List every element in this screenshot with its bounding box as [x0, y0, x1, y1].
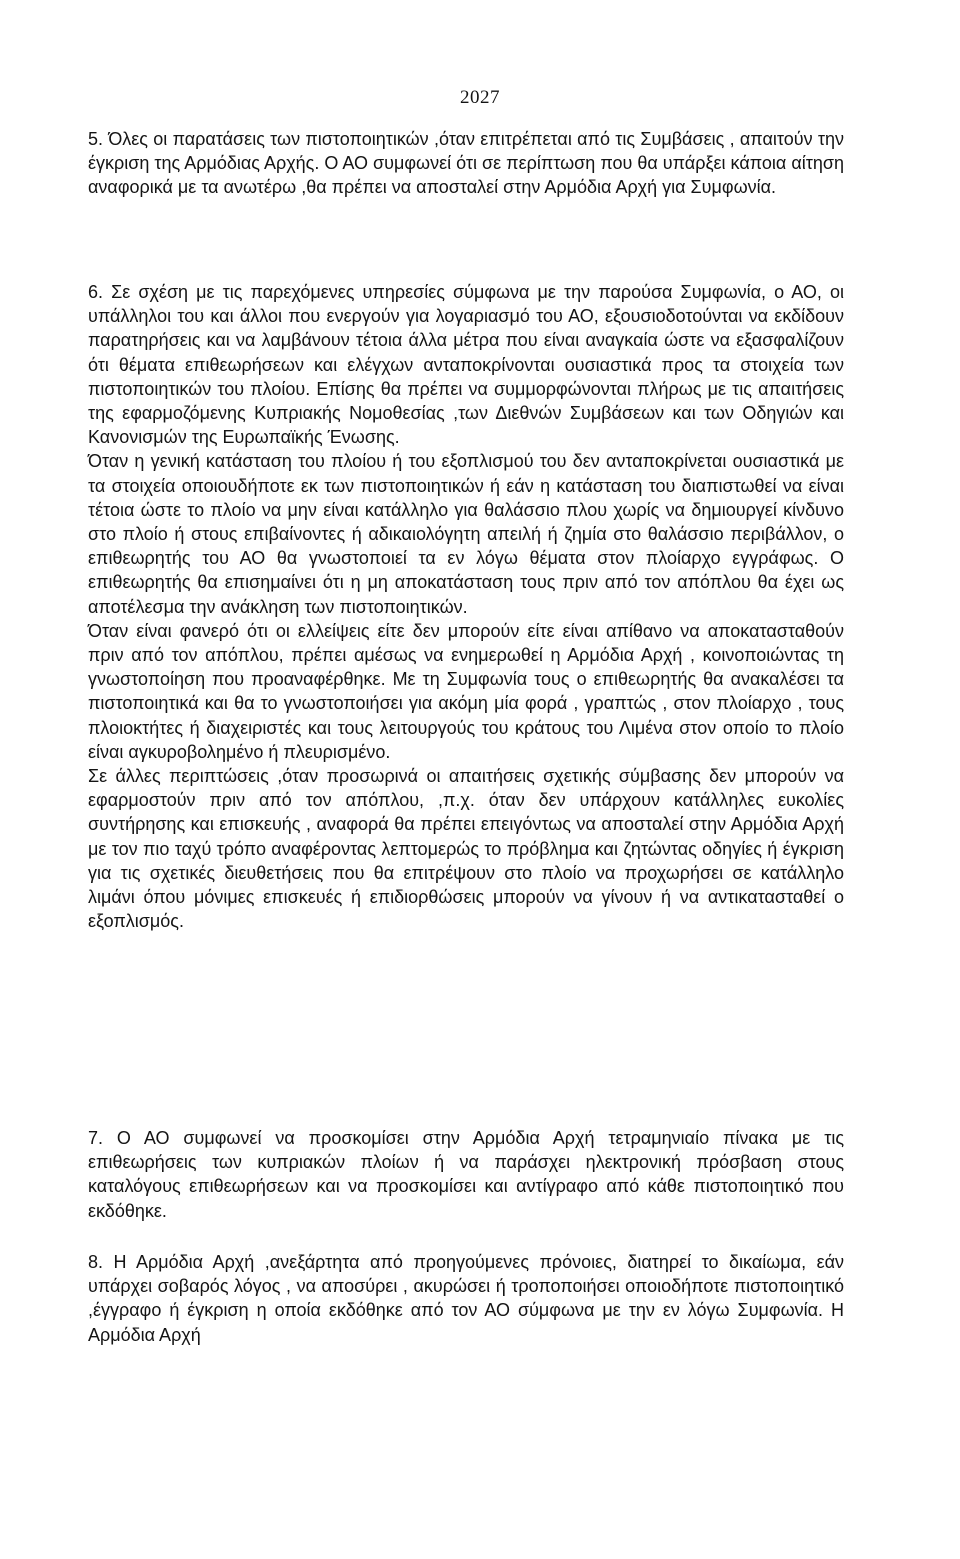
paragraph-6-main: 6. Σε σχέση με τις παρεχόμενες υπηρεσίες σύμφωνα με την παρούσα Συμφωνία, ο ΑΟ, οι υπάλληλοι του και άλλοι που ενεργούν για λογαριασμό του ΑΟ, εξουσιοδοτούνται να εκδίδουν παρατηρήσεις και να λαμβάνουν τέτοια άλλα μέτρα που είναι αναγκαία ώστε να εξασφαλίζουν ότι θέματα επιθεωρήσεων και ελέγχων ανταποκρίνονται ουσιαστικά προς τα στοιχεία των πιστοποιητικών του πλοίου. Επίσης θα πρέπει να συμμορφώνονται πλήρως με τις απαιτήσεις της εφαρμοζόμενης Κυπριακής Νομοθεσίας ,των Διεθνών Συμβάσεων και των Οδηγιών και Κανονισμών της Ευρωπαϊκής Ένωσης. — [88, 282, 844, 448]
paragraph-6-sub-3: Σε άλλες περιπτώσεις ,όταν προσωρινά οι απαιτήσεις σχετικής σύμβασης δεν μπορούν να εφαρμοστούν πριν από τον απόπλου, ,π.χ. όταν δεν υπάρχουν κατάλληλες ευκολίες συντήρησης και επισκευής , αναφορά θα πρέπει επειγόντως να αποσταλεί στην Αρμόδια Αρχή με τον πιο ταχύ τρόπο αναφέροντας λεπτομερώς το πρόβλημα και ζητώντας οδηγίες ή έγκριση για τις σχετικές διευθετήσεις που θα επιτρέψουν στο πλοίο να προχωρήσει σε κατάλληλο λιμάνι όπου μόνιμες επισκευές ή επιδιορθώσεις μπορούν να γίνουν ή να αντικατασταθεί ο εξοπλισμός. — [88, 766, 844, 932]
page-number: 2027 — [460, 87, 500, 108]
paragraph-6 — [88, 280, 844, 933]
paragraph-5: 5. Όλες οι παρατάσεις των πιστοποιητικών ,όταν επιτρέπεται από τις Συμβάσεις , απαιτούν την έγκριση της Αρμόδιας Αρχής. Ο ΑΟ συμφωνεί ότι σε περίπτωση που θα υπάρξει κάποια αίτηση αναφορικά με τα ανωτέρω ,θα πρέπει να αποσταλεί στην Αρμόδια Αρχή για Συμφωνία. — [88, 129, 844, 198]
paragraph-6-sub-1: Όταν η γενική κατάσταση του πλοίου ή του εξοπλισμού του δεν ανταποκρίνεται ουσιαστικά με τα στοιχεία οποιουδήποτε εκ των πιστοποιητικών ή εάν η κατάσταση του διαπιστωθεί να είναι τέτοια ώστε το πλοίο να μην είναι κατάλληλο για θαλάσσιο πλου χωρίς να δημιουργεί κίνδυνο στο πλοίο ή στους επιβαίνοντες ή αδικαιολόγητη απειλή ή ζημία στο θαλάσσιο περιβάλλον, ο επιθεωρητής του ΑΟ θα γνωστοποιεί τα εν λόγω θέματα στον πλοίαρχο εγγράφως. Ο επιθεωρητής θα επισημαίνει ότι η μη αποκατάσταση τους πριν από τον απόπλου θα έχει ως αποτέλεσμα την ανάκληση των πιστοποιητικών. — [88, 451, 844, 617]
paragraph-6-sub-2: Όταν είναι φανερό ότι οι ελλείψεις είτε δεν μπορούν είτε είναι απίθανο να αποκατασταθούν πριν από τον απόπλου, πρέπει αμέσως να ενημερωθεί η Αρμόδια Αρχή , κοινοποιώντας τη γνωστοποίηση που προαναφέρθηκε. Με τη Συμφωνία τους ο επιθεωρητής θα ανακαλέσει τα πιστοποιητικά και θα το γνωστοποιήσει για ακόμη μία φορά , γραπτώς , στον πλοίαρχο , τους πλοιοκτήτες ή διαχειριστές και τους λειτουργούς του κράτους του Λιμένα στον οποίο το πλοίο είναι αγκυροβολημένο ή πλευρισμένο. — [88, 620, 844, 762]
paragraph-7: 7. Ο ΑΟ συμφωνεί να προσκομίσει στην Αρμόδια Αρχή τετραμηνιαίο πίνακα με τις επιθεωρήσεις των κυπριακών πλοίων ή να παράσχει ηλεκτρονική πρόσβαση στους καταλόγους επιθεωρήσεων και να προσκομίσει και αντίγραφο από κάθε πιστοποιητικό που εκδόθηκε. — [88, 1128, 844, 1221]
paragraph-8: 8. Η Αρμόδια Αρχή ,ανεξάρτητα από προηγούμενες πρόνοιες, διατηρεί το δικαίωμα, εάν υπάρχει σοβαρός λόγος , να αποσύρει , ακυρώσει ή τροποποιήσει οποιοδήποτε πιστοποιητικό ,έγγραφο ή έγκριση η οποία εκδόθηκε από τον ΑΟ σύμφωνα με την εν λόγω Συμφωνία. Η Αρμόδια Αρχή — [88, 1252, 844, 1345]
